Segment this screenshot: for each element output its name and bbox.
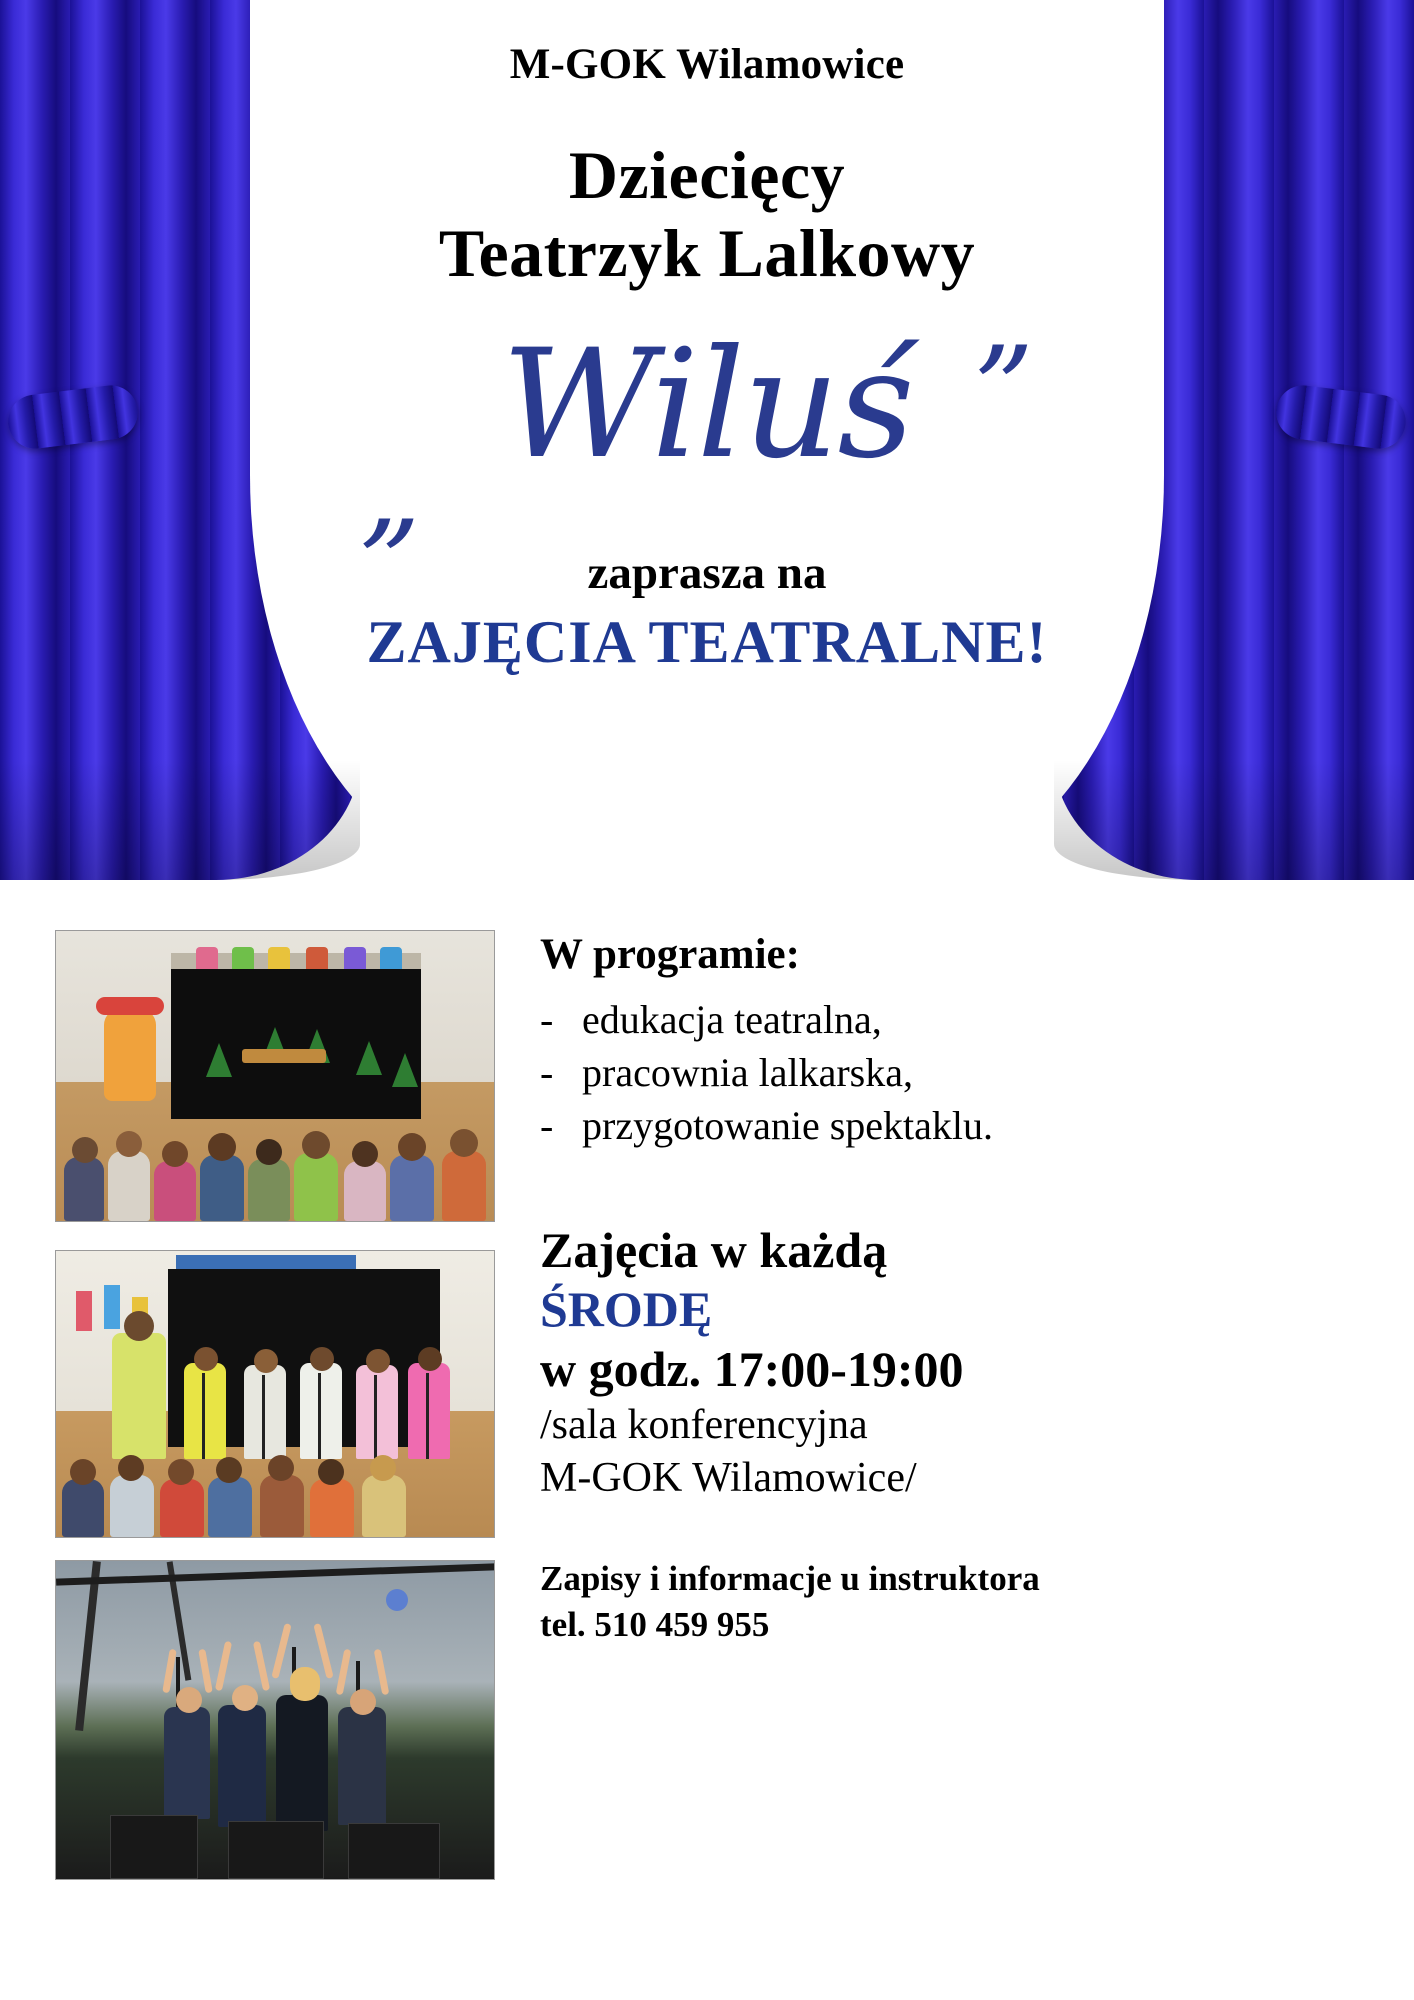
photo2-audience-head — [216, 1457, 242, 1483]
photo-outdoor-stage — [55, 1560, 495, 1880]
photo2-child — [300, 1363, 342, 1459]
photo2-audience-child — [160, 1479, 204, 1537]
program-item — [540, 1046, 1374, 1099]
list-bullet: - — [540, 1103, 554, 1149]
photo2-audience-child — [208, 1477, 252, 1537]
photo2-audience-head — [70, 1459, 96, 1485]
theatre-logo — [0, 302, 1414, 562]
photo2-child — [356, 1365, 398, 1459]
photo1-child — [154, 1161, 196, 1221]
photo1-child-head — [398, 1133, 426, 1161]
photo2-child — [244, 1365, 286, 1459]
photo3-child — [276, 1695, 328, 1831]
photo-gallery — [55, 930, 495, 1880]
photo1-child — [248, 1159, 290, 1221]
invite-headline: ZAJĘCIA TEATRALNE! — [366, 609, 1048, 676]
photo2-puppet-rod — [426, 1373, 429, 1459]
photo1-child — [442, 1151, 486, 1221]
photo1-child-head — [116, 1131, 142, 1157]
photo1-tree-prop — [392, 1053, 418, 1087]
photo1-child-head — [352, 1141, 378, 1167]
photo3-child — [338, 1707, 386, 1825]
photo3-monitor-speaker — [110, 1815, 198, 1879]
photo1-child-head — [256, 1139, 282, 1165]
photo1-child — [390, 1155, 434, 1221]
photo3-child-head — [232, 1685, 258, 1711]
photo3-stage-light — [386, 1589, 408, 1611]
photo3-child-head — [350, 1689, 376, 1715]
photo2-child-head — [366, 1349, 390, 1373]
photo2-audience-child — [362, 1475, 406, 1537]
photo1-child — [294, 1153, 338, 1221]
photo2-child — [184, 1363, 226, 1459]
photo1-child — [108, 1151, 150, 1221]
photo3-monitor-speaker — [348, 1823, 440, 1879]
photo2-audience-head — [268, 1455, 294, 1481]
photo2-puppet-rod — [374, 1375, 377, 1459]
photo3-monitor-speaker — [228, 1821, 324, 1879]
photo2-audience-child — [62, 1479, 104, 1537]
program-item-label: pracownia lalkarska, — [582, 1050, 913, 1096]
list-bullet: - — [540, 1050, 554, 1096]
schedule-hours: w godz. 17:00-19:00 — [540, 1340, 964, 1397]
photo2-child-head — [194, 1347, 218, 1371]
poster-title-line-1: Dziecięcy — [568, 137, 846, 213]
photo2-instructor — [112, 1333, 166, 1459]
contact-line-1: Zapisy i informacje u instruktora — [540, 1559, 1040, 1599]
curtain-right-hem — [1054, 760, 1414, 880]
logo-quote-close: ” — [972, 322, 1034, 462]
schedule-block — [540, 1221, 1374, 1507]
photo2-puppet-rod — [262, 1375, 265, 1459]
poster-header — [0, 40, 1414, 677]
program-item — [540, 993, 1374, 1046]
photo1-tree-prop — [206, 1043, 232, 1077]
photo2-child-head — [254, 1349, 278, 1373]
contact-block — [540, 1556, 1374, 1647]
photo1-mascot-hat — [96, 997, 164, 1015]
photo1-child — [344, 1161, 386, 1221]
photo1-tree-prop — [356, 1041, 382, 1075]
photo2-instructor-head — [124, 1311, 154, 1341]
schedule-place-line-2: M-GOK Wilamowice/ — [540, 1455, 917, 1502]
photo3-child-head — [290, 1667, 320, 1701]
photo2-audience-head — [318, 1459, 344, 1485]
photo1-child — [200, 1155, 244, 1221]
photo2-puppet-rod — [202, 1373, 205, 1459]
photo1-child-head — [208, 1133, 236, 1161]
photo1-child-head — [72, 1137, 98, 1163]
photo3-child — [164, 1707, 210, 1819]
photo2-puppet-rod — [318, 1373, 321, 1459]
photo2-wall-decor — [76, 1291, 92, 1331]
photo1-audience — [56, 1129, 494, 1221]
photo-children-with-puppets — [55, 1250, 495, 1538]
photo1-mascot — [104, 1009, 156, 1101]
photo2-audience-head — [370, 1455, 396, 1481]
photo2-child — [408, 1363, 450, 1459]
photo3-child-head — [176, 1687, 202, 1713]
photo1-child-head — [450, 1129, 478, 1157]
poster-text-column — [540, 930, 1374, 1647]
photo2-child-head — [418, 1347, 442, 1371]
program-item — [540, 1099, 1374, 1152]
organization-name: M-GOK Wilamowice — [509, 41, 905, 88]
photo1-log-prop — [242, 1049, 326, 1063]
photo2-audience-head — [168, 1459, 194, 1485]
logo-quote-open: „ — [360, 422, 423, 562]
poster-title-line-2: Teatrzyk Lalkowy — [438, 214, 976, 291]
photo2-audience-child — [310, 1479, 354, 1537]
photo2-audience — [56, 1461, 494, 1537]
photo2-audience-child — [260, 1475, 304, 1537]
invite-text: zaprasza na — [587, 547, 827, 600]
photo2-audience-head — [118, 1455, 144, 1481]
photo-puppet-show-audience — [55, 930, 495, 1222]
program-item-label: edukacja teatralna, — [582, 997, 882, 1042]
list-bullet: - — [540, 997, 554, 1042]
schedule-day: ŚRODĘ — [540, 1280, 713, 1337]
curtain-left-hem — [0, 760, 360, 880]
photo2-audience-child — [110, 1475, 154, 1537]
program-item-label: przygotowanie spektaklu. — [582, 1103, 993, 1149]
photo3-child — [218, 1705, 266, 1827]
photo2-child-head — [310, 1347, 334, 1371]
logo-name: Wiluś — [501, 318, 913, 493]
program-list — [540, 993, 1374, 1153]
contact-phone: tel. 510 459 955 — [540, 1604, 770, 1644]
program-heading: W programie: — [540, 931, 800, 978]
photo1-child — [64, 1157, 104, 1221]
poster-body — [0, 930, 1414, 2000]
photo1-child-head — [162, 1141, 188, 1167]
photo2-wall-decor — [104, 1285, 120, 1329]
schedule-place-line-1: /sala konferencyjna — [540, 1401, 868, 1448]
schedule-intro: Zajęcia w każdą — [540, 1221, 888, 1278]
photo1-child-head — [302, 1131, 330, 1159]
